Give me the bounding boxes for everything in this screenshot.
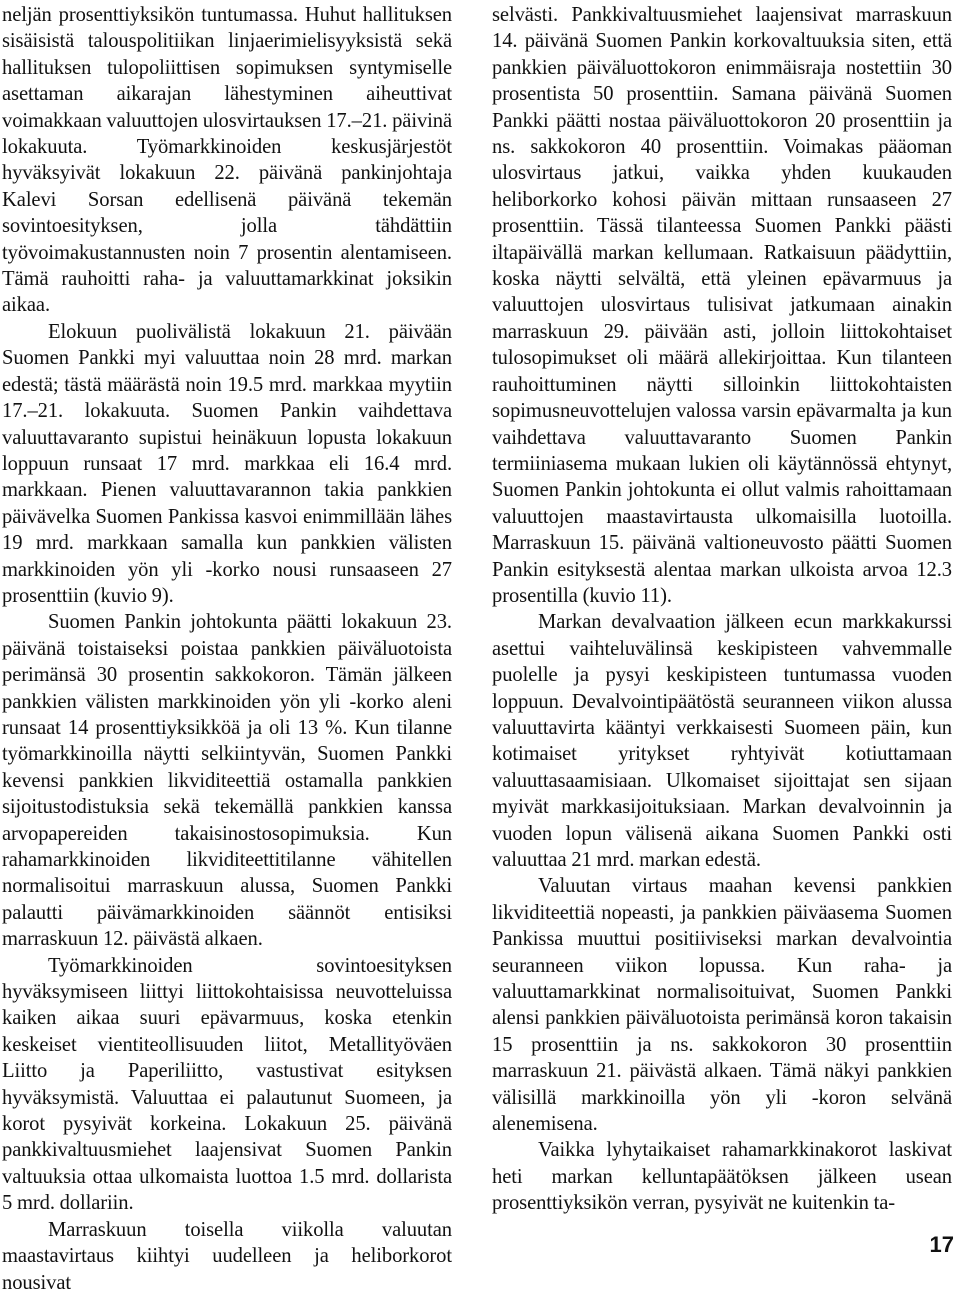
paragraph: Suomen Pankin johtokunta päätti lokakuun 23. päivänä toistaiseksi poistaa pankkien päiväluotoista perimänsä 30 prosentin sakkokoron. Tämän jälkeen pankkien välisten markkinoiden yön yli -korko aleni runsaat 14 prosenttiyksikköä ja oli 13 %. Kun tilanne työmarkkinoilla näytti selkiintyvän, Suomen Pankki kevensi pankkien likviditeettiä ostamalla pankkien sijoitustodistuksia sekä tekemällä pankkien kanssa arvopapereiden takaisinostosopimuksia. Kun rahamarkkinoiden likviditeettitilanne vähitellen normalisoitui marraskuun alussa, Suomen Pankki palautti päivämarkkinoiden säännöt entisiksi marraskuun 12. päivästä alkaen.: [2, 611, 452, 951]
paragraph: Työmarkkinoiden sovintoesityksen hyväksymiseen liittyi liittokohtaisissa neuvotteluissa kaiken aikaa suuri epävarmuus, koska etenkin keskeiset vientiteollisuuden liitot, Metallityöväen Liitto ja Paperiliitto, vastustivat esityksen hyväksymistä. Valuuttaa ei palautunut Suomeen, ja korot pysyivät korkeina. Lokakuun 25. päivänä pankkivaltuusmiehet laajensivat Suomen Pankin valtuuksia ottaa ulkomaista luottoa 1.5 mrd. dollarista 5 mrd. dollariin.: [2, 954, 452, 1215]
right-column: [492, 2, 952, 1217]
paragraph: Marraskuun toisella viikolla valuutan maastavirtaus kiihtyi uudelleen ja heliborkorot nousivat: [2, 1218, 452, 1294]
paragraph: Vaikka lyhytaikaiset rahamarkkinakorot laskivat heti markan kelluntapäätöksen jälkeen usean prosenttiyksikön verran, pysyivät ne kuitenkin ta-: [492, 1139, 952, 1215]
left-column: [2, 2, 452, 1296]
paragraph: Elokuun puolivälistä lokakuun 21. päivään Suomen Pankki myi valuuttaa noin 28 mrd. markan edestä; tästä määrästä noin 19.5 mrd. markkaa myytiin 17.–21. lokakuuta. Suomen Pankin vaihdettava valuuttavaranto supistui heinäkuun lopusta lokakuun loppuun runsaat 17 mrd. markkaa eli 16.4 mrd. markkaan. Pienen valuuttavarannon takia pankkien päivävelka Suomen Pankissa kasvoi enimmillään lähes 19 mrd. markkaan samalla kun pankkien välisten markkinoiden yön yli -korko nousi runsaaseen 27 prosenttiin (kuvio 9).: [2, 320, 452, 607]
paragraph: Valuutan virtaus maahan kevensi pankkien likviditeettiä nopeasti, ja pankkien päiväasema Suomen Pankissa muuttui positiiviseksi markan devalvointia seuranneen viikon lopussa. Kun raha- ja valuuttamarkkinat normalisoituivat, Suomen Pankki alensi pankkien päiväluotoista perimänsä koron takaisin 15 prosenttiin ja ns. sakkokoron 30 prosenttiin marraskuun 21. päivästä alkaen. Tämä näkyi pankkien välisillä markkinoilla yön yli -koron selvänä alenemisena.: [492, 875, 952, 1136]
page-number: 17: [929, 1232, 954, 1257]
paragraph: neljän prosenttiyksikön tuntumassa. Huhut hallituksen sisäisistä talouspolitiikan linjaerimielisyyksistä sekä hallituksen tulopoliittisen sopimuksen syntymiselle asettaman aikarajan lähestyminen aiheuttivat voimakkaan valuuttojen ulosvirtauksen 17.–21. päivinä lokakuuta. Työmarkkinoiden keskusjärjestöt hyväksyivät lokakuun 22. päivänä pankinjohtaja Kalevi Sorsan edellisenä päivänä tekemän sovintoesityksen, jolla tähdättiin työvoimakustannusten noin 7 prosentin alentamiseen. Tämä rauhoitti raha- ja valuuttamarkkinat joksikin aikaa.: [2, 4, 452, 317]
paragraph: Markan devalvaation jälkeen ecun markkakurssi asettui vaihteluvälinsä keskipisteen vahvemmalle puolelle ja pysyi keskipisteen tuntumassa vuoden loppuun. Devalvointipäätöstä seuranneen viikon alussa valuuttavirta kääntyi verkkaisesti Suomeen päin, kun kotimaiset yritykset ryhtyivät kotiuttamaan valuuttasaamisiaan. Ulkomaiset sijoittajat sen sijaan myivät markkasijoituksiaan. Markan devalvoinnin ja vuoden lopun välisenä aikana Suomen Pankki osti valuuttaa 21 mrd. markan edestä.: [492, 611, 952, 871]
paragraph: selvästi. Pankkivaltuusmiehet laajensivat marraskuun 14. päivänä Suomen Pankin korkovaltuuksia siten, että pankkien päiväluottokoron enimmäisraja nostettiin 30 prosentista 50 prosenttiin. Samana päivänä Suomen Pankki päätti nostaa päiväluottokoron 20 prosenttiin ja ns. sakkokoron 40 prosenttiin. Voimakas pääoman ulosvirtaus jatkui, vaikka yhden kuukauden heliborkorko kohosi päivän mittaan runsaaseen 27 prosenttiin. Tässä tilanteessa Suomen Pankki päästi iltapäivällä markan kellumaan. Ratkaisuun päädyttiin, koska näytti selvältä, että yleinen epävarmuus ja valuuttojen ulosvirtaus tulisivat jatkumaan ainakin marraskuun 29. päivään asti, jolloin liittokohtaiset tulosopimukset oli määrä allekirjoittaa. Kun tilanteen rauhoittuminen näytti silloinkin liittokohtaisten sopimusneuvottelujen valossa varsin epävarmalta ja kun vaihdettava valuuttavaranto Suomen Pankin termiiniasema mukaan lukien oli käytännössä ehtynyt, Suomen Pankin johtokunta ei ollut valmis rahoittamaan valuuttojen maastavirtausta ulkomaisilla luotoilla. Marraskuun 15. päivänä valtioneuvosto päätti Suomen Pankin esityksestä alentaa markan ulkoista arvoa 12.3 prosentilla (kuvio 11).: [492, 4, 952, 607]
